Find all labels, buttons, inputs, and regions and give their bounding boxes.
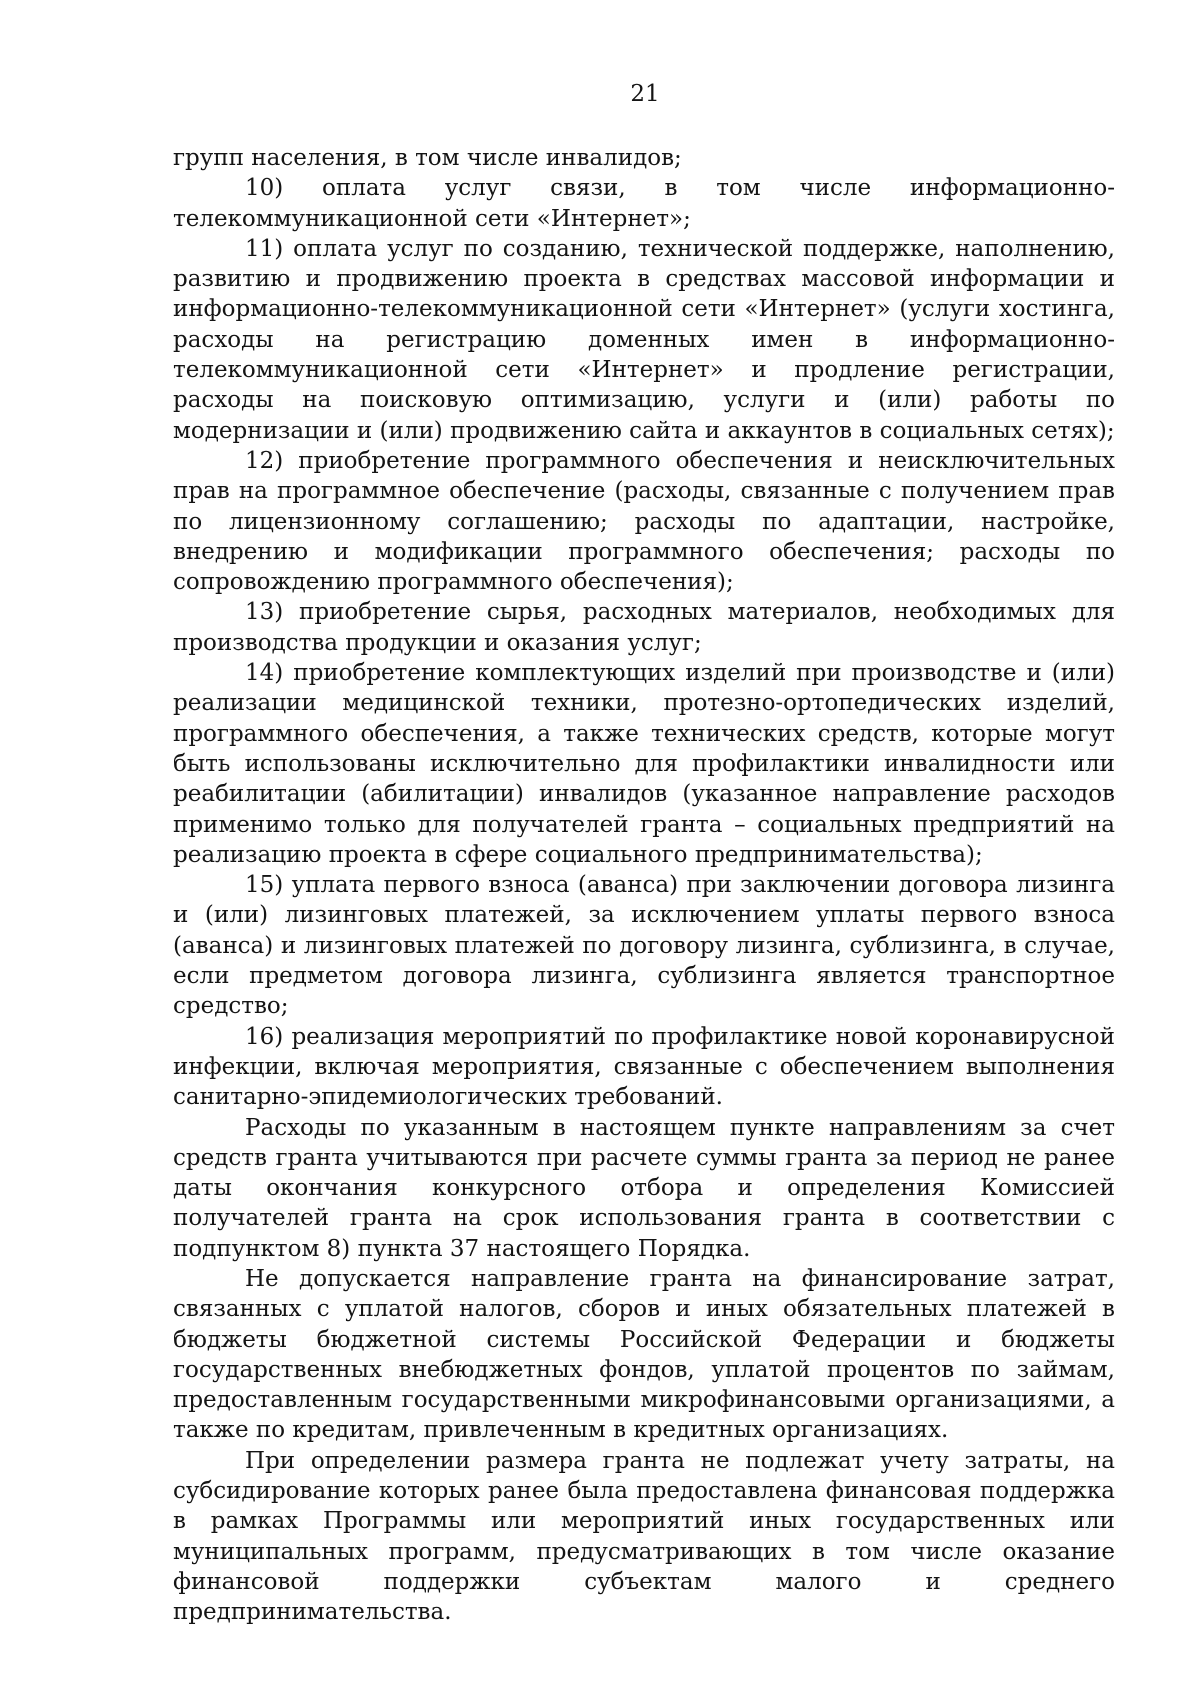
- paragraph-continuation: групп населения, в том числе инвалидов;: [173, 145, 682, 171]
- list-item-16: 16) реализация мероприятий по профилактике новой коронавирусной инфекции, включая мероприятия, связанные с обеспечением выполнения санитарно-эпидемиологических требований.: [173, 1023, 1115, 1111]
- list-item-12: 12) приобретение программного обеспечения и неисключительных прав на программное обеспечение (расходы, связанные с получением прав по лицензионному соглашению; расходы по адаптации, настройке, внедрению и модификации программного обеспечения; расходы по сопровождению программного обеспечения);: [173, 447, 1115, 596]
- page-number: 21: [630, 81, 660, 107]
- paragraph-expenses-accounting: Расходы по указанным в настоящем пункте направлениям за счет средств гранта учитываются при расчете суммы гранта за период не ранее даты окончания конкурсного отбора и определения Комиссией получателей гранта на срок использования гранта в соответствии с подпунктом 8) пункта 37 настоящего Порядка.: [173, 1114, 1115, 1262]
- list-item-11: 11) оплата услуг по созданию, технической поддержке, наполнению, развитию и продвижению проекта в средствах массовой информации и информационно-телекоммуникационной сети «Интернет» (услуги хостинга, расходы на регистрацию доменных имен в информационно-телекоммуникационной сети «Интернет» и продление регистрации, расходы на поисковую оптимизацию, услуги и (или) работы по модернизации и (или) продвижению сайта и аккаунтов в социальных сетях);: [173, 235, 1115, 444]
- paragraph-excluded-costs: При определении размера гранта не подлежат учету затраты, на субсидирование которых ранее была предоставлена финансовая поддержка в рамках Программы или мероприятий иных государственных или муниципальных программ, предусматривающих в том числе оказание финансовой поддержки субъектам малого и среднего предпринимательства.: [173, 1447, 1115, 1626]
- list-item-13: 13) приобретение сырья, расходных материалов, необходимых для производства продукции и оказания услуг;: [173, 599, 1115, 656]
- paragraph-prohibited-costs: Не допускается направление гранта на финансирование затрат, связанных с уплатой налогов, сборов и иных обязательных платежей в бюджеты бюджетной системы Российской Федерации и бюджеты государственных внебюджетных фондов, уплатой процентов по займам, предоставленным государственными микрофинансовыми организациями, а также по кредитам, привлеченным в кредитных организациях.: [173, 1265, 1115, 1444]
- list-item-10: 10) оплата услуг связи, в том числе информационно-телекоммуникационной сети «Интернет»;: [173, 175, 1115, 232]
- list-item-15: 15) уплата первого взноса (аванса) при заключении договора лизинга и (или) лизинговых платежей, за исключением уплаты первого взноса (аванса) и лизинговых платежей по договору лизинга, сублизинга, в случае, если предметом договора лизинга, сублизинга является транспортное средство;: [173, 872, 1115, 1020]
- list-item-14: 14) приобретение комплектующих изделий при производстве и (или) реализации медицинской техники, протезно-ортопедических изделий, программного обеспечения, а также технических средств, которые могут быть использованы исключительно для профилактики инвалидности или реабилитации (абилитации) инвалидов (указанное направление расходов применимо только для получателей гранта – социальных предприятий на реализацию проекта в сфере социального предпринимательства);: [173, 660, 1115, 868]
- document-body: [173, 143, 1115, 1628]
